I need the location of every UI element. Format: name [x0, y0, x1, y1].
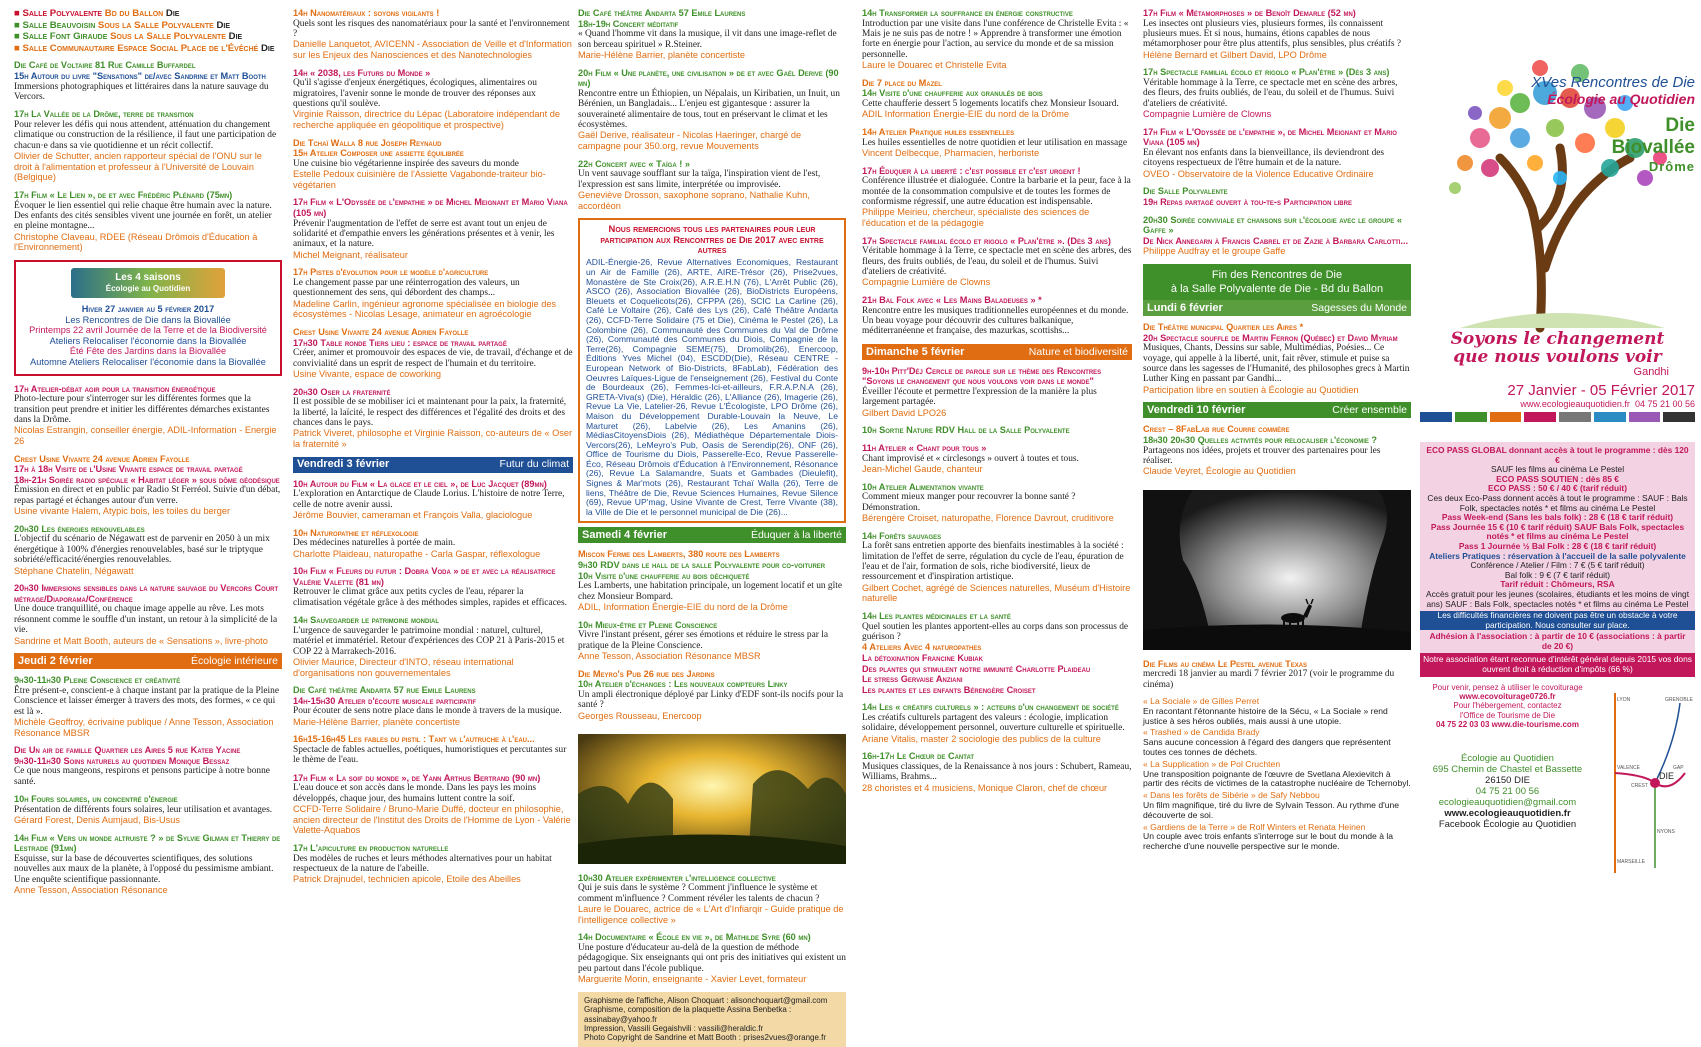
event: Die Un air de famille Quartier les Aires 5 rue Kateb Yacine 9h30-11h30 Soins naturels au quotidien Monique Bessaz Ce que nous mangeons, respirons et pensons participe à notre bonne santé.	[14, 745, 270, 787]
venue-item: ■ Salle Beauvoisin Sous la Salle Polyvalente Die	[14, 19, 231, 31]
venue-item: ■ Salle Polyvalente Bd du Ballon Die	[14, 8, 180, 19]
event: 14h Les « créatifs culturels » : acteurs d'un changement de société Les créatifs culturels partagent des valeurs : écologie, implication solidaire, développement personnel, ouverture culturelle et spirituelle. Ariane Vitalis, master 2 sociologie des publics de la culture	[862, 702, 1125, 744]
event: 10h Mieux-être et Pleine Conscience Vivre l'instant présent, gérer ses émotions et réduire le stress par la pratique de la Pleine Conscience. Anne Tesson, Association Résonance MBSR	[578, 619, 829, 662]
event: 14h Film « Vers un monde altruiste ? » de Sylvie Gilman et Thierry de Lestrade (91mn) Esquisse, sur la base de découvertes scientifiques, des solutions nouvelles aux maux de la planète, à l'opposé du pessimisme ambiant. Une enquête scientifique passionnante. Anne Tesson, Association Résonance	[14, 832, 281, 896]
event: 14h Forêts sauvages La forêt sans entretien apporte des bienfaits inestimables à la société : limitation de l'effet de serre, régulation du cycle de l'eau, épuration de l'eau et de l'air, formation de sols, riche biodiversité, lieux de ressourcement et d'inspiration artistique. Gilbert Cochet, agrégé de Sciences naturelles, Muséum d'Histoire naturelle	[862, 530, 1131, 604]
event: 17h Film « L'Odyssée de l'empathie », de Michel Meignant et Mario Viana (105 mn) En élevant nos enfants dans la bienveillance, ils deviendront des citoyens respectueux de l'être humain et de la nature. OVEO - Observatoire de la Violence Educative Ordinaire	[1143, 126, 1397, 179]
column-4	[862, 8, 1132, 888]
event: 14h Documentaire « École en vie », de Mathilde Syre (60 mn) Une posture d'éducateur au-delà de la question de méthode pédagogique. Six enseignants qui ont pris des initiatives qui existent un peu partout dans l'école publique. Marguerite Morin, enseignante - Xavier Levet, formateur	[578, 932, 846, 985]
event: 14h Transformer la souffrance en énergie constructive Introduction par une visite dans l'une conférence de Christelle Evita : « Mais je ne suis pas de notre ! » Apprendre à transformer une émotion forte en énergie pour l'action, au service du monde et de sa mission personnelle. Laure le Douarec et Christelle Evita	[862, 8, 1129, 71]
dates-contact: 27 Janvier - 05 Février 2017 www.ecologieauquotidien.fr 04 75 21 00 56	[1507, 382, 1695, 409]
day-header: Vendredi 10 février Créer ensemble	[1143, 402, 1411, 418]
event: 14h Les plantes médicinales et la santé Quel soutien les plantes apportent-elles au corps dans son processus de guérison ? 4 Ateliers Avec 4 naturopathes La détoxination Francine Kubiak Des plantes qui stimulent notre immunité Charlotte Plaideau Le stress Gervaise Anziani Les plantes et les enfants Bérengère Croiset	[862, 611, 1129, 695]
event: 14h Atelier Pratique huiles essentielles Les huiles essentielles de notre quotidien et leur utilisation en massage Vincent Delbecque, Pharmacien, herboriste	[862, 127, 1128, 158]
event: Die 7 place du Mazel 14h Visite d'une chaufferie aux granulés de bois Cette chaufferie dessert 5 logements locatifs chez Monsieur Isouard. ADIL Information Énergie-EIE du nord de la Drôme	[862, 77, 1119, 120]
event: 17h Film « La soif du monde », de Yann Arthus Bertrand (90 mn) L'eau douce et son accès dans le monde. Dans les pays les moins développés, chaque jour, des humains luttent contre la soif. CCFD-Terre Solidaire / Bruno-Marie Duffé, docteur en philosophie, ancien directeur de l'Institut des Droits de l'Homme de Lyon - Valérie Valette-Aquabos	[293, 772, 571, 836]
event: 10h Sortie Nature RDV Hall de la Salle Polyvalente	[862, 425, 1070, 436]
event: 10h Autour du Film « La glace et le ciel », de Luc Jacquet (89mn) L'exploration en Antarctique de Claude Lorius. L'histoire de notre Terre, celle de notre avenir aussi. Jérôme Bouvier, cameraman et François Valla, glaciologue	[293, 478, 565, 520]
venue-list	[14, 8, 282, 54]
forest-photo	[578, 734, 846, 864]
event: 14h « 2038, les Futurs du Monde » Qu'il s'agisse d'enjeux énergétiques, écologiques, alimentaires ou migratoires, l'avenir sonne le monde de trouver des réponses aux questions qu'il soulève. Virginie Raisson, directrice du Lépac (Laboratoire indépendant de recherche appliquée en géopolitique et prospective)	[293, 67, 560, 130]
film-item: « Gardiens de la Terre » de Rolf Winters et Renata Heinen Un couple avec trois enfants s'interroge sur le bout du monde à la recherche d'une nouvelle perspective sur le monde.	[1143, 821, 1394, 852]
sponsor-logos	[1420, 412, 1695, 422]
film-item: « La Sociale » de Gilles Perret En racontant l'étonnante histoire de la Sécu, « La Sociale » rend justice à ses héros oubliés, mais aussi à une utopie.	[1143, 695, 1388, 726]
day-header: Jeudi 2 février Écologie intérieure	[14, 653, 282, 669]
day-header: Dimanche 5 février Nature et biodiversité	[862, 344, 1132, 360]
map-label-valence: VALENCE	[1617, 764, 1640, 771]
event: Die Meyro's Pub 26 rue des Jardins 10h Atelier d'échanges : Les nouveaux compteurs Linky Un ampli électronique déployé par Linky d'EDF sont-ils nocifs pour la santé ? Georges Rousseau, Enercoop	[578, 668, 844, 721]
column-6-cover	[1420, 8, 1695, 888]
route-map	[1595, 683, 1695, 873]
event: Miscon Ferme des Lamberts, 380 route des Lamberts 9h30 RDV dans le hall de la salle Polyvalente pour co-voiturer 10h Visite d'une chaufferie au bois déchiqueté Les Lamberts, une habitation principale, un logement locatif et un gîte chez Monsieur Bompard. ADIL, Information Énergie-EIE du nord de la Drôme	[578, 549, 842, 613]
map-label-marseille: MARSEILLE	[1617, 858, 1646, 865]
event: 14h Nanomatériaux : soyons vigilants ! Quels sont les risques des nanomatériaux pour la santé et l'environnement ? Danielle Lanquetot, AVICENN - Association de Veille et d'Information sur les Enjeux des Nanosciences et des Nanotechnologies	[293, 8, 572, 60]
event: 17h Spectacle familial écolo et rigolo « Plan'ètre » (Dès 3 ans) Véritable hommage à la Terre, ce spectacle met en scène des arbres, des fleurs, des fruits oubliés, de l'eau, du soleil et de l'humus. Suivi d'ateliers de créativité. Compagnie Lumière de Clowns	[1143, 67, 1398, 120]
event: 14h Sauvegarder le patrimoine mondial L'urgence de sauvegarder le patrimoine mondial : naturel, culturel, matériel et immatériel. Retour d'expériences des COP 21 à Paris-2015 et COP 22 à Marrakech-2016. Olivier Maurice, Directeur d'INTO, réseau international d'organisations non gouvernementales	[293, 615, 565, 678]
event: 10h Fours solaires, un concentré d'énergie Présentation de différents fours solaires, leur utilisation et avantages. Gérard Forest, Denis Aumjaud, Bis-Usus	[14, 794, 273, 826]
map-label-grenoble: GRENOBLE	[1665, 696, 1693, 703]
slogan: Soyons le changement que nous voulons voir Gandhi	[1450, 329, 1669, 378]
event: Die Théâtre municipal Quartier les Aires * 20h Spectacle souffle de Martin Ferron (Québec) et David Myriam Musiques, Chants, Dessins sur sable, Multimédias, Poésies... Ce voyage, qui appelle à la liberté, unit, fait rêver, stimule et puise sa source dans les sagesses de l'Humanité, des philosophes grecs à Martin Luther King en passant par Gandhi... Participation libre en soutien à Écologie au Quotidien	[1143, 321, 1410, 395]
day-header: Samedi 4 février Éduquer à la liberté	[578, 527, 846, 543]
event: 17h Éduquer à la liberté : c'est possible et c'est urgent ! Conférence illustrée et dialoguée. Contre la barbarie et la peur, face à la montée de la consommation compulsive et de toutes les formes de conformisme régressif, une autre éducation est indispensable. Philippe Meirieu, chercheur, spécialiste des sciences de l'éducation et de la pédagogie	[862, 165, 1131, 228]
film-item: « Trashed » de Candida Brady Sans aucune concession à l'égard des dangers que représentent toutes ces tonnes de déchets.	[1143, 727, 1391, 757]
event: Crest Usine Vivante 24 avenue Adrien Fayolle 17h30 Table ronde Tiers lieu : espace de travail partagé Créer, animer et promouvoir des espaces de vie, de travail, d'échange et de convivialité dans un esprit de respect de l'humain et du territoire. Usine Vivante, espace de coworking	[293, 326, 573, 379]
map-label-crest: CREST	[1631, 782, 1648, 789]
event: 10h Naturopathie et réflexologie Des médecines naturelles à portée de main. Charlotte Plaideau, naturopathe - Carla Gaspar, réflexologue	[293, 527, 541, 559]
footer-area	[1420, 683, 1695, 873]
column-1	[14, 8, 282, 896]
event: 16h15-16h45 Les fables du pistil : Tant va l'autruche à l'eau... Spectacle de fables actuelles, poétiques, humoristiques et percutantes sur le thème de l'eau.	[293, 734, 567, 766]
email-link[interactable]: ecologieauquotidien@gmail.com	[1438, 796, 1577, 808]
contact-address: Écologie au Quotidien 695 Chemin de Chastel et Bassette 26150 DIE 04 75 21 00 56 ecologieauquotidien@gmail.com www.ecologieauquotidien.fr Facebook Écologie au Quotidien	[1420, 753, 1595, 830]
cinema-section: Die Films au cinéma Le Pestel avenue Texas mercredi 18 janvier au mardi 7 février 2017 (voir le programme du cinéma)	[1143, 658, 1395, 690]
event: Crest Usine Vivante 24 avenue Adrien Fayolle 17h à 18h Visite de l'Usine Vivante espace de travail partagé 18h-21h Soirée radio spéciale « Habitat léger » sous dôme géodésique Émission en direct et en public par Radio St Ferréol. Suivie d'un débat, repas partagé et échanges autour d'un verre. Usine vivante Halem, Atypic bois, les toiles du berger	[14, 453, 281, 517]
event: 9h-10h Pitt'Déj Cercle de parole sur le thème des Rencontres "Soyons le changement que nous voulons voir dans le monde" Éveiller l'écoute et permettre l'expression de la manière la plus largement partagée. Gilbert David LPO26	[862, 365, 1102, 418]
hands-tree-illustration	[1420, 28, 1695, 328]
event: 11h Atelier « Chant pour tous » Chant improvisé et « circlesongs » ouvert à toutes et tous. Jean-Michel Gaude, chanteur	[862, 443, 1079, 474]
seasons-poster: Les 4 saisons Écologie au Quotidien Hiver 27 janvier au 5 février 2017 Les Rencontres de Die dans la Biovallée Printemps 22 avril Journée de la Terre et de la Biodiversité Ateliers Relocaliser l'économie dans la Biovallée Été Fête des Jardins dans la Biovallée Automne Ateliers Relocaliser l'économie dans la Biovallée	[14, 260, 282, 376]
venue-item: ■ Salle Communautaire Espace Social Place de l'Évêché Die	[14, 42, 275, 54]
event: Die Café théâtre Andarta 57 rue Emile Laurens 14h-15h30 Atelier d'écoute musicale participatif Pour écouter de sens notre place dans le monde à travers de la musique. Marie-Hélène Barrier, planète concertiste	[293, 685, 562, 727]
seasons-logo: Les 4 saisons Écologie au Quotidien	[71, 268, 225, 298]
event: Die Tchaï Walla 8 rue Joseph Reynaud 15h Atelier Composer une assiette équilibrée Une cuisine bio végétarienne inspirée des saveurs du monde Estelle Pedoux cuisinière de l'Assiette Vagabonde-traiteur bio-végétarien	[293, 137, 546, 190]
event: 10h30 Atelier expérimenter l'intelligence collective Qui je suis dans le système ? Comment j'influence le système et comment m'influence ? Comment révéler les talents de chacun ? Laure le Douarec, actrice de « L'Art d'Infiarqir - Guide pratique de l'intelligence collective »	[578, 872, 844, 925]
credits: Graphisme de l'affiche, Alison Choquart : alisonchoquart@gmail.com Graphisme, composition de la plaquette Assina Benbetka : assinabay@yahoo.fr Impression, Vassili Gegaishvili : vassili@heraldic.fr Photo Copyright de Sandrine et Matt Booth : prises2vues@orange.fr	[578, 992, 846, 1047]
column-2	[293, 8, 573, 888]
event: 9h30-11h30 Pleine Conscience et créativité Être présent-e, conscient-e à chaque instant par la pratique de la Pleine Conscience et laisser émerger à travers des mots, des formes, « ce qui est là ». Michèle Geoffroy, écrivaine publique / Anne Tesson, Association Résonance MBSR	[14, 675, 279, 738]
event: 21h Bal Folk avec « Les Mains Baladeuses » * Rencontre entre les musiques traditionnelles européennes et du monde. Un beau voyage pour découvrir des cultures balkanique, méditerranéenne et française, des mazurkas, scottishs...	[862, 295, 1129, 337]
partners-box: Nous remercions tous les partenaires pour leur participation aux Rencontres de Die 2017 avec entre autres ADIL-Énergie-26, Revue Alternatives Economiques, Restaurant un Air de Famille (26), ARTE, AIRE-Trésor (26), Prise2vues, Monastère de Ste Croix(26), A.R.E.H.N (76), L'Arrêt Public (26), ASCO (26), Association Biovallée (26), BioDistricts Européens, Bleuets et Coquelicots(26), CFPPA (26), SCIC La Carline (26), Café Le Voltaire (26), Café des Lys (26), Café Théâtre Andarta (26), CCFD-Terre Solidaire (75 et Die), Cinéma le Pestel (26), La Colombine (26), Communauté des Communes du Val de Drôme (26), Communauté des Communes du Diois, Compagnie de la Terre(26), Compagnie SEME(75), Dromolib(26), Enercoop, Éditions Yves Michel (04), ESCDD(Die), Réseau CENTRE - European Network of Bio-Districts, 8FabLab), Fédération des Oeuvres Laïques-Ligue de l'enseignement (26), Festival du Conte de Bourdeaux (26), Femmes-Ici-et-ailleurs, F.R.A.P.N.A (26), GRETA-Viva(s) (Die), Héraldic (26), L'Alliance (26), Imagerie (26), Revue La Vie, Latelier-26, Revue L'Écologiste, LPO Drôme (26), Maison du Développement Durable-Louvain la Neuve, Le Marturet (26), Labelvie (26), Les Amanins (26), MédiasCitoyensDiois (26), Médiathèque Départementale Diois-Vercors(26), LeMeyro's Pub, Oasis de Serendip(26), ONF (26), Office de Tourisme du Diois, Passerelle-Eco, Revue Passerelle-Éco, Réseau Drômois d'Éducation à l'Environnement, Résonance (26), Revue La Salamandre, Suats et Gambades (Dieulefit), Signes & Mar'mots (26), Restaurant Tchaï Walla (26), Terre de liens, Théâtre de Die, Revue Sciences Humaines, Revue Silence (69), Revue UP'mag, Usine Vivante de Crest, Terre Vivante (38), la Ville de Die et le personnel municipal de Die (26)...	[578, 218, 846, 523]
forest-deer-photo	[1143, 490, 1411, 650]
event: 10h Atelier Alimentation vivante Comment mieux manger pour recouvrer la bonne santé ? Démonstration. Bérengère Croiset, naturopathe, Florence Davrout, cruditivore	[862, 481, 1114, 523]
event: 20h30 Immersions sensibles dans la nature sauvage du Vercors Court métrage/Diaporama/Conférence Une douce tranquillité, ou chaque image appelle au rêve. Les mots résonnent comme le souffle d'un instant, un retour à la simplicité de la vie. Sandrine et Matt Booth, auteurs de « Sensations », livre-photo	[14, 583, 279, 646]
transport-info: Pour venir, pensez à utiliser le covoiturage www.ecovoiturage0726.fr Pour l'hébergement, contactez l'Office de Tourisme de Die 04 75 22 03 03 www.die-tourisme.com	[1432, 682, 1583, 730]
venue-item: ■ Salle Font Giraude Sous la Salle Polyvalente Die	[14, 31, 243, 43]
event: 22h Concert avec « Taïga ! » Un vent sauvage soufflant sur la taïga, l'inspiration vient de l'est, l'expression est sans limite, interprétée ou improvisée. Geneviève Drosson, saxophone soprano, Nathalie Kuhn, accordéon	[578, 158, 821, 211]
event: 20h30 Oser la fraternité Il est possible de se mobiliser ici et maintenant pour la paix, la fraternité, la liberté, la laïcité, le respect des différences et l'égalité des droits et des chances dans le pays. Patrick Viveret, philosophe et Virginie Raisson, co-auteurs de « Oser la fraternité »	[293, 386, 573, 449]
column-5	[1143, 8, 1411, 888]
event: 20h30 Les énergies renouvelables L'objectif du scénario de Négawatt est de parvenir en 2050 à un mix énergétique à 100% d'énergies renouvelables, basé sur le triptyque sobriété/efficacité/énergies renouvelables. Stéphane Chatelin, Négawatt	[14, 523, 270, 576]
cover-hero	[1420, 8, 1695, 418]
column-3	[578, 8, 846, 1043]
event: 17h Atelier-débat agir pour la transition énergétique Photo-lecture pour s'interroger sur les différentes formes que la transition peut prendre et initier les différentes démarches existantes dans la Drôme. Nicolas Estrangin, conseiller énergie, ADIL-Information - Energie 26	[14, 383, 277, 446]
event: 17h Spectacle familial écolo et rigolo « Plan'ètre ». (Dès 3 ans) Véritable hommage à la Terre, ce spectacle met en scène des arbres, des fleurs, des fruits oubliés, de l'eau, du soleil et de l'humus. Suivi d'ateliers de créativité. Compagnie Lumière de Clowns	[862, 235, 1132, 288]
event-title: XVes Rencontres de Die Écologie au Quotidien Die Biovallée Drôme	[1531, 74, 1695, 174]
film-item: « La Supplication » de Pol Cruchten Une transposition poignante de l'œuvre de Svetlana Alexievitch à partir des récits de victimes de la catastrophe nucléaire de Tchernobyl.	[1143, 758, 1411, 789]
website-link[interactable]: www.ecologieauquotidien.fr	[1444, 807, 1571, 819]
pricing-box: ECO PASS GLOBAL donnant accès à tout le programme : dès 120 € SAUF les films au cinéma Le Pestel ECO PASS SOUTIEN : dès 85 € ECO PASS : 50 € / 40 € (tarif réduit) Ces deux Eco-Pass donnent accès à tout le programme : SAUF : Bals Folk, spectacles notés * et films au cinéma Le Pestel Pass Week-end (Sans les bals folk) : 28 € (18 € tarif réduit) Pass Journée 15 € (10 € tarif réduit) SAUF Bals Folk, spectacles notés * et films au cinéma Le Pestel Pass 1 Journée ½ Bal Folk : 28 € (18 € tarif réduit) Ateliers Pratiques : réservation à l'accueil de la salle polyvalente Conférence / Atelier / Film : 7 € (5 € tarif réduit) Bal folk : 9 € (7 € tarif réduit) Tarif réduit : Chômeurs, RSA Accès gratuit pour les jeunes (scolaires, étudiants et les moins de vingt ans) SAUF : Bals Folk, spectacles notés * et films au cinéma Le Pestel Les difficultés financières ne doivent pas être un obstacle à votre participation. Nous consulter sur place. Adhésion à l'association : à partir de 10 € (associations : à partir de 20 €) Notre association étant reconnue d'intérêt général depuis 2015 vos dons ouvrent droit à réduction d'impôts (66 %)	[1420, 442, 1695, 677]
film-list	[1143, 697, 1411, 852]
map-label-gap: GAP	[1673, 764, 1684, 771]
event: 16h-17h Le Chœur de Cantat Musiques classiques, de la Renaissance à nos jours : Schubert, Rameau, Williams, Brahms... 28 choristes et 4 musiciens, Monique Claron, chef de chœur	[862, 751, 1132, 793]
event: Crest – 8FabLab rue Courre commère 18h30 20h30 Quelles activités pour relocaliser l'économie ? Partageons nos idées, projets et trouver des partenaires pour les réaliser. Claude Veyret, Écologie au Quotidien	[1143, 424, 1381, 477]
facebook-link[interactable]: Facebook Écologie au Quotidien	[1438, 818, 1577, 830]
map-label-nyons: NYONS	[1657, 828, 1675, 835]
closing-banner: Fin des Rencontres de Die à la Salle Polyvalente de Die - Bd du Ballon	[1143, 264, 1411, 300]
event: Die Salle Polyvalente 19h Repas partagé ouvert à tou-te-s Participation libre	[1143, 186, 1352, 207]
event: 17h La Vallée de la Drôme, terre de transition Pour relever les défis qui nous attendent, atténuation du changement climatique ou construction de la résilience, il faut une participation de chacun·e dans sa vie quotidienne et un récit collectif. Olivier de Schutter, ancien rapporteur spécial de l'ONU sur le droit à l'alimentation et professeur à l'Université de Louvain (Belgique)	[14, 109, 277, 183]
map-label-die: DIE	[1659, 770, 1675, 781]
map-label-lyon: LYON	[1617, 696, 1631, 703]
event: Die Café de Voltaire 81 Rue Camille Buffardel 15h Autour du livre "Sensations" de/avec Sandrine et Matt Booth Immersions photographiques et littéraires dans la nature sauvage du Vercors.	[14, 60, 269, 102]
event: 17h Film « Le Lien », de et avec Frédéric Plénard (75mn) Évoquer le lien essentiel qui relie chaque être humain avec la nature. Des enfants des cités sensibles vivent une journée en forêt, un atelier en pleine montagne... Christophe Claveau, RDEE (Réseau Drômois d'Éducation à l'Environnement)	[14, 189, 272, 253]
event: 17h Film « Métamorphoses » de Benoît Demarle (52 mn) Les insectes ont plusieurs vies, plusieurs formes, ils connaissent plusieurs mues. Et si nous, humains, étions capables de nous métamorphoser pour être plus attentifs, plus sensibles, plus créatifs ? Hélène Bernard et Gilbert David, LPO Drôme	[1143, 8, 1402, 60]
day-header: Vendredi 3 février Futur du climat	[293, 457, 573, 473]
day-header: Lundi 6 février Sagesses du Monde	[1143, 300, 1411, 316]
event: Die Café théâtre Andarta 57 Emile Laurens 18h-19h Concert méditatif « Quand l'homme vit dans la musique, il vit dans une image-reflet de son berceau spirituel » R.Steiner. Marie-Hélène Barrier, planète concertiste	[578, 8, 837, 60]
event: 17h L'apiculture en production naturelle Des modèles de ruches et leurs méthodes alternatives pour un habitat respectueux de la nature de l'abeille. Patrick Drajnudel, technicien apicole, Etoile des Abeilles	[293, 842, 552, 885]
event: 10h Film « Fleurs du futur : Dobra Voda » de et avec la réalisatrice Valérie Valette (81 mn) Retrouver le climat grâce aux petits cycles de l'eau, réparer la climatisation végétale grâce à des méthodes simples, rapides et efficaces.	[293, 566, 567, 608]
film-item: « Dans les forêts de Sibérie » de Safy Nebbou Un film magnifique, tiré du livre de Sylvain Tesson. Au rythme d'une découverte de soi.	[1143, 790, 1400, 820]
event: 17h Film « L'Odyssée de l'empathie » de Michel Meignant et Mario Viana (105 mn) Prévenir l'augmentation de l'effet de serre est avant tout un enjeu de solidarité et d'empathie envers les générations présentes et à venir, les animaux, et la nature. Michel Meignant, réalisateur	[293, 197, 568, 260]
event: 17h Pistes d'évolution pour le modèle d'agriculture Le changement passe par une réinterrogation des valeurs, un questionnement des sens, qui débordent des champs... Madeline Carlin, ingénieur agronome spécialisée en biologie des écosystèmes - Nicolas Lesage, animateur en agroécologie	[293, 267, 557, 320]
event: 20h Film « Une planète, une civilisation » de et avec Gaël Derive (90 mn) Rencontre entre un Éthiopien, un Népalais, un Kiribatien, un Inuit, un Bérénien, un Bangladais... L'enjeu est gigantesque : assurer la souveraineté alimentaire de tous, tout en préservant le climat et les écosystèmes. Gaël Derive, réalisateur - Nicolas Haeringer, chargé de campagne pour 350.org, revue Mouvements	[578, 67, 840, 151]
event: 20h30 Soirée conviviale et chansons sur l'écologie avec le groupe « Gaffe » De Nick Annegarn à Francis Cabrel et de Zazie à Barbara Carlotti... Philippe Audfray et le groupe Gaffe	[1143, 214, 1409, 257]
